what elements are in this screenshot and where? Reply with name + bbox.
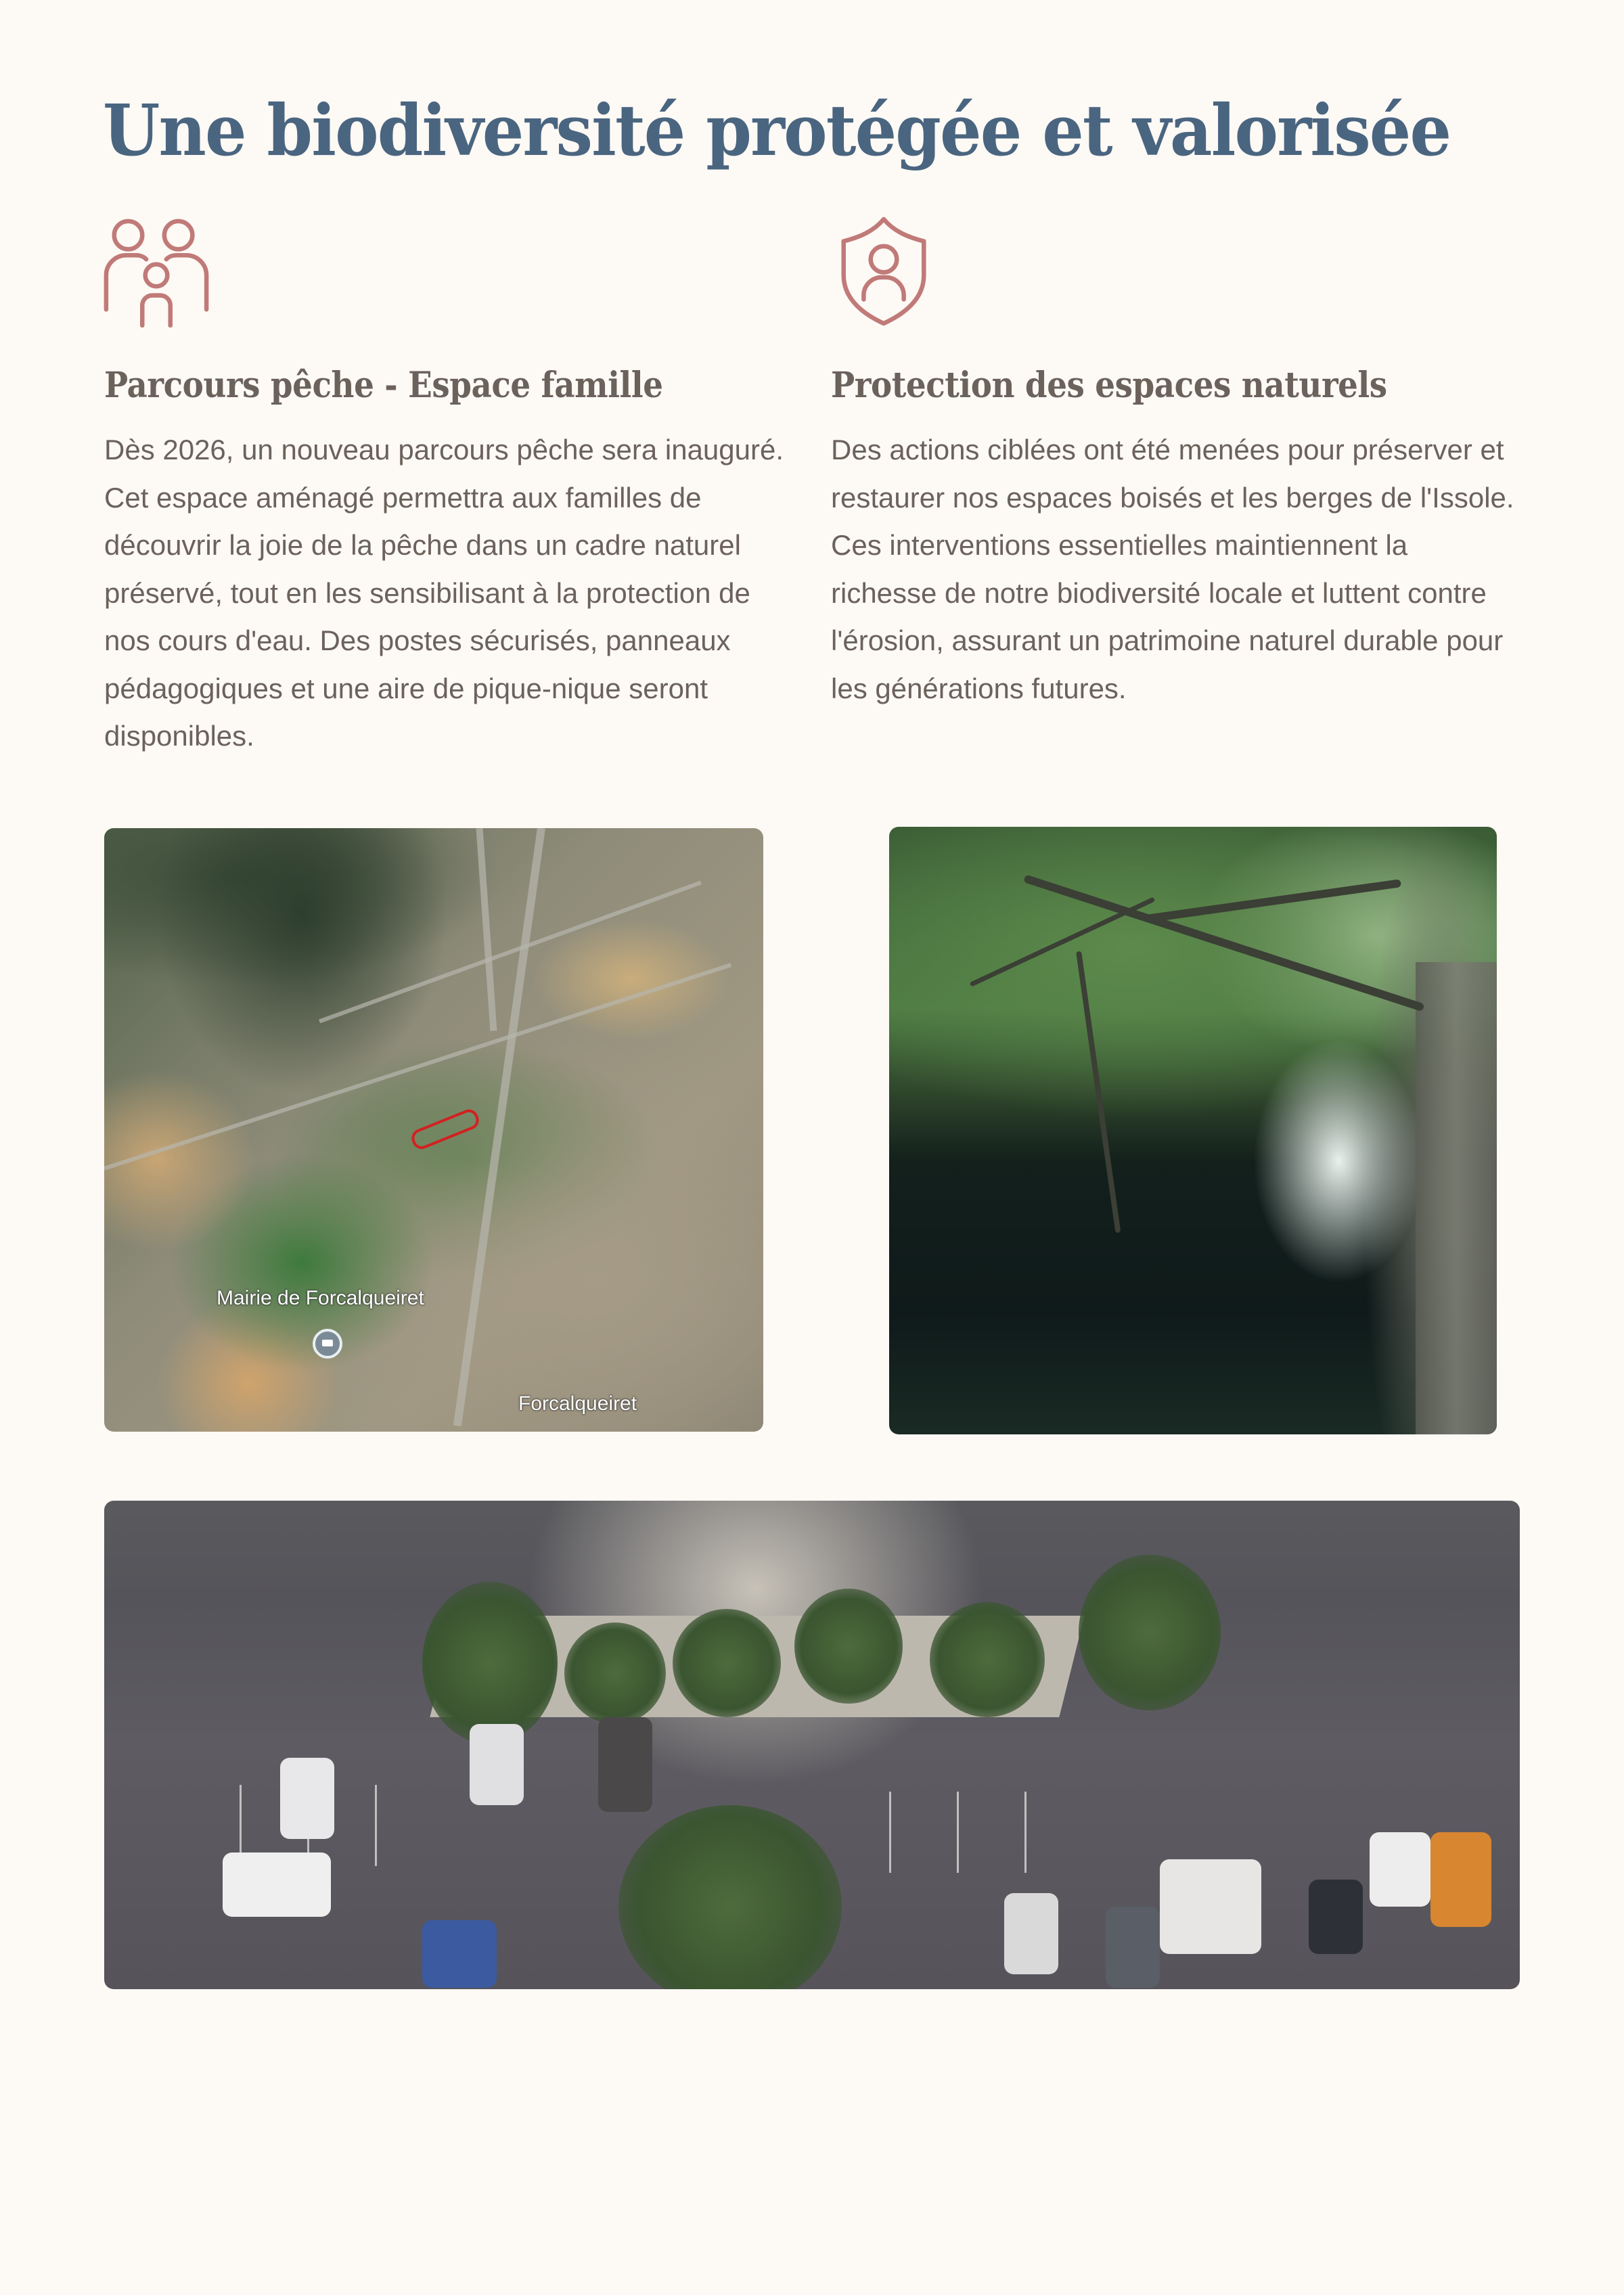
map-label-town-hall: Mairie de Forcalqueiret <box>217 1287 424 1309</box>
shield-user-icon <box>836 215 931 327</box>
section-body-fishing: Dès 2026, un nouveau parcours pêche sera inauguré. Cet espace aménagé permettra aux familles de découvrir la joie de la pêche dans un cadre naturel préservé, tout en les sensibilisant à la protection de nos cours d'eau. Des postes sécurisés, panneaux pédagogiques et une aire de pique-nique seront disponibles. <box>104 434 784 752</box>
satellite-map-image <box>104 828 763 1432</box>
page-title: Une biodiversité protégée et valorisée <box>103 89 1451 172</box>
fishing-area-outline <box>409 1107 482 1152</box>
map-label-town: Forcalqueiret <box>518 1392 637 1415</box>
section-heading-protection: Protection des espaces naturels <box>831 365 1387 406</box>
town-hall-pin-icon <box>313 1329 342 1359</box>
parking-aerial-photo <box>104 1501 1520 1989</box>
family-icon <box>102 215 211 327</box>
river-photo <box>889 827 1497 1434</box>
section-heading-fishing: Parcours pêche - Espace famille <box>104 365 663 406</box>
section-body-protection: Des actions ciblées ont été menées pour préserver et restaurer nos espaces boisés et les berges de l'Issole. Ces interventions essentielles maintiennent la richesse de notre biodiversité locale et luttent contre l'érosion, assurant un patrimoine naturel durable pour les générations futures. <box>831 434 1514 704</box>
